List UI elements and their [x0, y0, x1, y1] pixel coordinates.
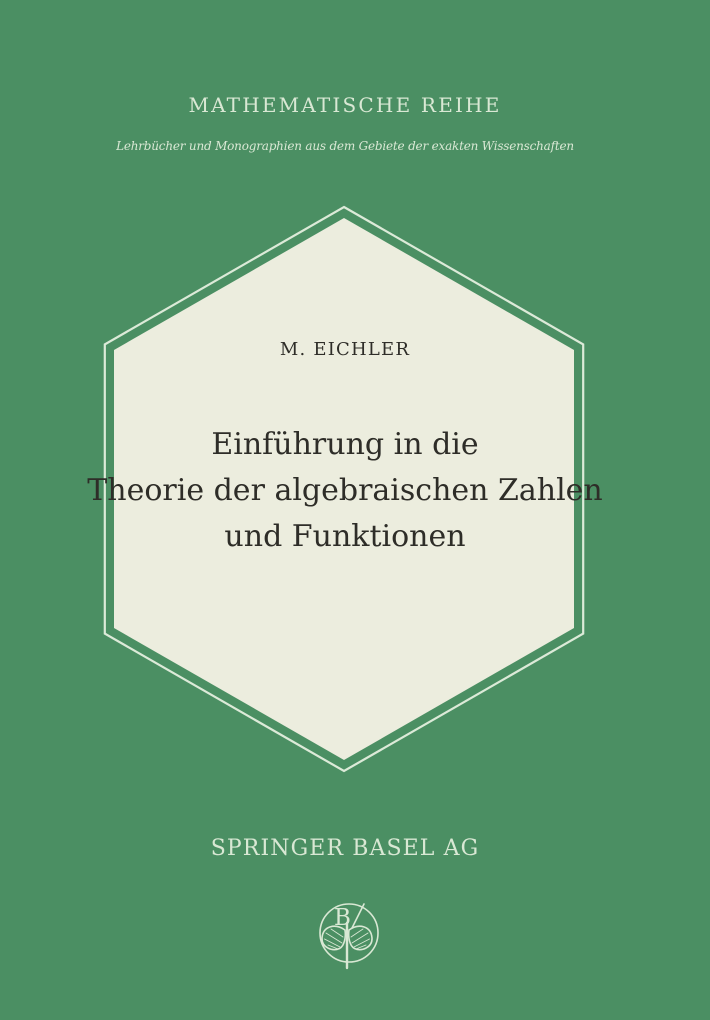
emblem-letter-b: B — [334, 905, 351, 931]
emblem-right-leaf-veins — [351, 929, 370, 949]
book-title-line-2: Theorie der algebraischen Zahlen — [87, 473, 603, 508]
book-title-line-3: und Funktionen — [224, 519, 466, 554]
emblem-slash — [352, 904, 364, 928]
series-subtitle: Lehrbücher und Monographien aus dem Gebiete der exakten Wissenschaften — [116, 139, 574, 153]
publisher-name: SPRINGER BASEL AG — [210, 836, 480, 861]
series-title: MATHEMATISCHE REIHE — [188, 93, 502, 117]
emblem-left-leaf-veins — [325, 929, 344, 949]
author-name: M. EICHLER — [279, 339, 411, 360]
book-title — [0, 422, 690, 560]
book-title-line-1: Einführung in die — [211, 427, 479, 462]
publisher-emblem-icon — [309, 893, 389, 979]
